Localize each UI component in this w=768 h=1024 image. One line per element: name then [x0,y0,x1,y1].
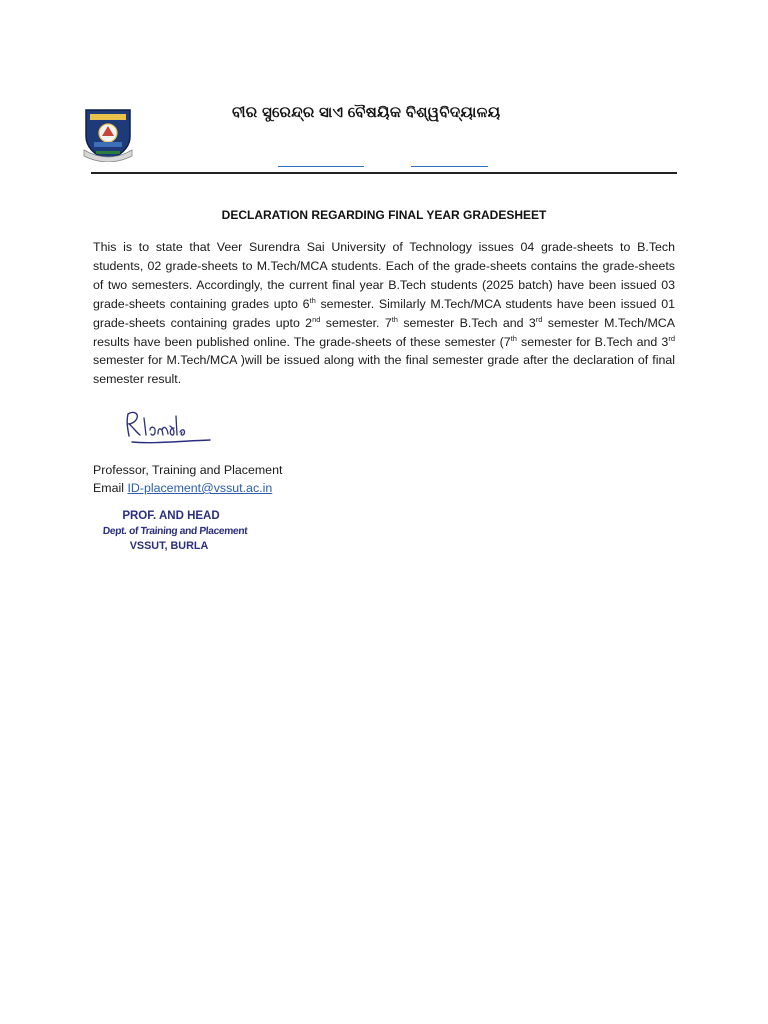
signatory-role: Professor, Training and Placement [93,463,283,477]
para-text-5: semester M.Tech/MCA results have been published online. The grade-sheets of these semester (7 [93,315,675,349]
document-title: DECLARATION REGARDING FINAL YEAR GRADESHEET [221,208,547,222]
para-sup-2: nd [312,314,321,324]
header-divider [91,172,677,174]
para-sup-5: th [510,333,517,343]
para-sup-4: rd [535,314,543,324]
stamp-line-3: VSSUT, BURLA [129,540,209,552]
para-sup-3: th [391,314,398,324]
signatory-email-row [93,481,272,495]
para-text-4: semester B.Tech and 3 [397,315,536,330]
stamp-line-1: PROF. AND HEAD [122,510,220,522]
para-text-7: semester for M.Tech/MCA )will be issued along with the final semester grade after the declaration of final semester result. [93,353,675,387]
header-link-1[interactable] [278,150,364,167]
email-link[interactable]: ID-placement@vssut.ac.in [127,481,273,495]
para-text-1: This is to state that Veer Surendra Sai University of Technology issues 04 grade-sheets to B.Tech students, 02 grade-sheets to M.Tech/MCA students. Each of the grade-sheets contains the grade-sheets of two semesters. Accordingly, the current final year B.Tech students (2025 batch) have been issued 03 grade-sheets containing grades upto 6 [93,240,675,311]
stamp-line-2: Dept. of Training and Placement [102,526,248,537]
para-text-6: semester for B.Tech and 3 [516,334,669,349]
handwritten-signature [122,408,214,448]
university-name: ବୀର ସୁରେନ୍ଦ୍ର ସାଏ ବୈଷୟିକ ବିଶ୍ୱବିଦ୍ୟାଳୟ [232,104,501,121]
para-sup-6: rd [668,333,675,343]
university-crest-icon [82,106,134,162]
office-stamp [95,509,255,554]
para-text-3: semester. 7 [320,315,392,330]
email-label: Email [93,481,128,495]
para-text-2: semester. Similarly M.Tech/MCA students have been issued 01 grade-sheets containing grades upto 2 [93,296,675,330]
declaration-paragraph [93,238,675,389]
para-sup-1: th [309,295,316,305]
header-link-2[interactable] [411,150,488,167]
